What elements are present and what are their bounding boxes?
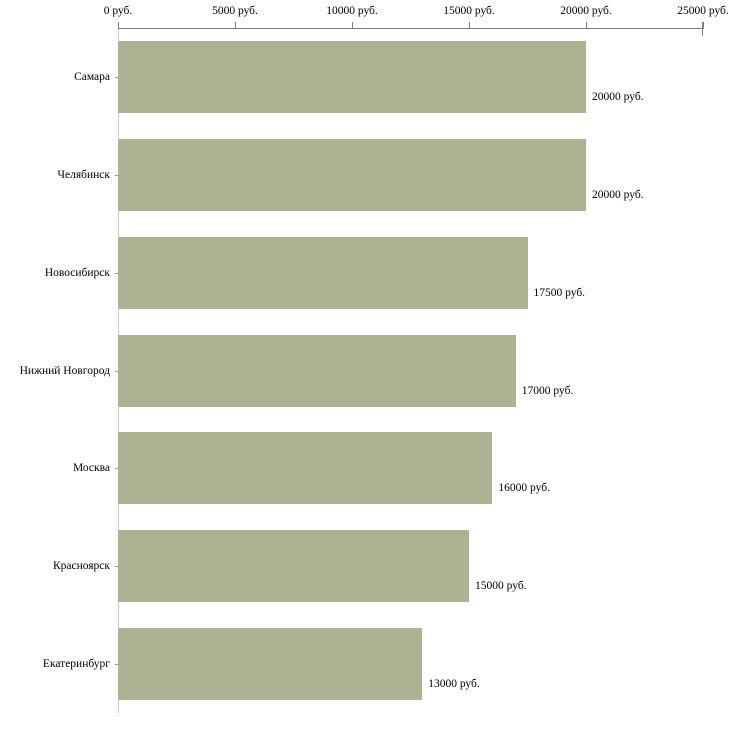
bar-value-label: 15000 руб. <box>475 580 527 593</box>
y-tick-label: Самара <box>74 70 110 83</box>
x-tick <box>586 22 587 29</box>
bar[interactable] <box>118 628 422 700</box>
x-tick-label: 20000 руб. <box>560 5 612 17</box>
bar-value-label: 17000 руб. <box>521 384 574 397</box>
x-tick-label: 25000 руб. <box>677 5 729 17</box>
x-tick-label: 0 руб. <box>103 5 133 17</box>
x-tick <box>235 22 236 29</box>
x-tick-label: 10000 руб. <box>326 5 378 17</box>
bar-value-label: 17500 руб. <box>533 286 586 299</box>
x-tick <box>352 22 353 29</box>
x-tick-label: 5000 руб. <box>212 5 258 17</box>
y-tick-label: Нижний Новгород <box>19 364 110 377</box>
bar[interactable] <box>118 237 528 309</box>
bar[interactable] <box>118 335 516 407</box>
bar-value-label: 20000 руб. <box>592 188 644 201</box>
bar[interactable] <box>118 530 469 602</box>
bar-value-label: 13000 руб. <box>428 678 480 691</box>
x-tick-label: 15000 руб. <box>443 5 495 17</box>
y-tick-label: Екатеринбург <box>42 658 110 671</box>
x-tick <box>469 22 470 29</box>
bar[interactable] <box>118 432 492 504</box>
y-tick-label: Москва <box>72 462 110 475</box>
y-tick-label: Новосибирск <box>44 266 110 279</box>
bar[interactable] <box>118 139 586 211</box>
y-tick-label: Красноярск <box>52 560 110 573</box>
y-tick-label: Челябинск <box>57 168 110 181</box>
x-axis-line <box>118 28 703 29</box>
bar-value-label: 16000 руб. <box>498 482 550 495</box>
x-tick <box>703 22 704 29</box>
bar-value-label: 20000 руб. <box>592 90 644 103</box>
bar[interactable] <box>118 41 586 113</box>
x-tick <box>118 22 119 29</box>
